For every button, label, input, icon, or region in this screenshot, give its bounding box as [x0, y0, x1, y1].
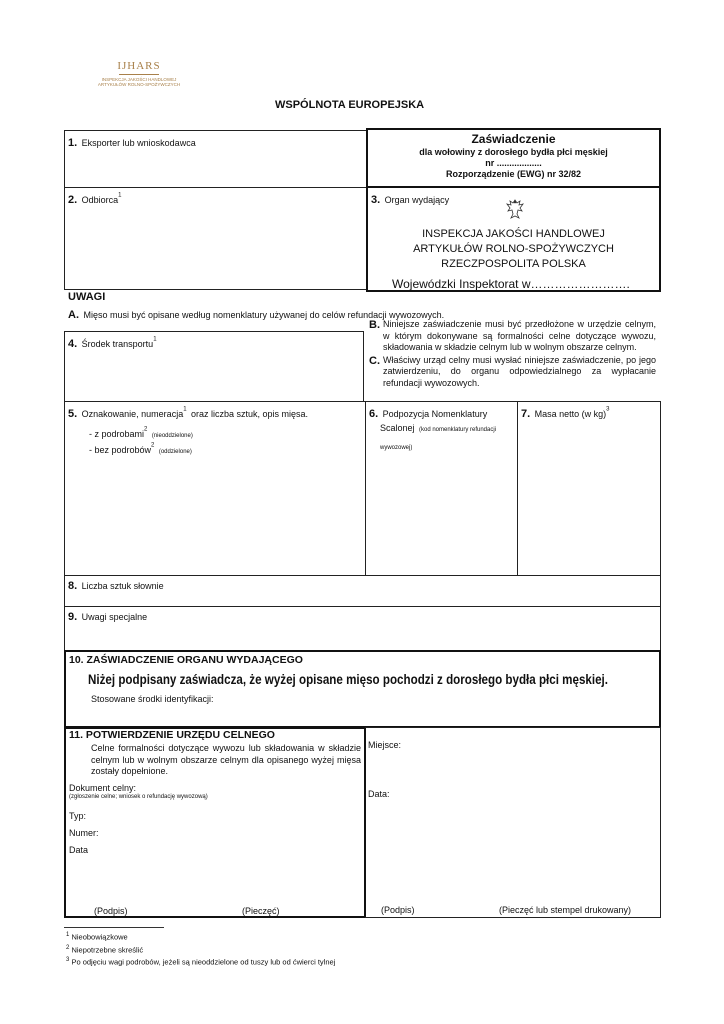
remark-b-letter: B.: [369, 319, 380, 331]
issuer-line-3: RZECZPOSPOLITA POLSKA: [441, 258, 586, 270]
certificate-regulation: Rozporządzenie (EWG) nr 32/82: [445, 169, 582, 179]
field-2-sup: 1: [118, 192, 122, 199]
field-4-sup: 1: [153, 336, 157, 343]
field-7-box[interactable]: [517, 401, 661, 576]
remark-b-text: Niniejsze zaświadczenie musi być przedłożone w urzędzie celnym, w którym dokonywane są formalności celne dotyczące wywozu, składowania w składzie celnym lub w wolnym obszarze celnym.: [383, 319, 656, 352]
logo-acronym: IJHARS: [117, 60, 161, 72]
inspectorate-line[interactable]: Wojewódzki Inspektorat w…………………….: [392, 277, 630, 291]
field-7-number: 7.: [521, 408, 531, 420]
field-2-number: 2.: [68, 194, 78, 206]
footnote-2: $^2$ Niepotrzebne skreślić: [66, 944, 144, 954]
section-11-title: 11. POTWIERDZENIE URZĘDU CELNEGO: [69, 729, 275, 741]
issuer-line-2: ARTYKUŁÓW ROLNO-SPOŻYWCZYCH: [413, 243, 614, 255]
signature-right-label: (Podpis): [381, 905, 415, 915]
with-offal-note: (nieoddzielone): [151, 433, 193, 439]
logo-line2: ARTYKUŁÓW ROLNO-SPOŻYWCZYCH: [97, 82, 181, 87]
remark-c-text: Właściwy urząd celny musi wysłać niniejsze zaświadczenie, po jego zatwierdzeniu, do organu odpowiedzialnego za wypłacanie refundacji wywozowych.: [383, 354, 656, 388]
field-6-label: Podpozycja Nomenklatury: [382, 409, 488, 419]
field-7-label: Masa netto (w kg): [534, 409, 607, 419]
section-10-statement: Niżej podpisany zaświadcza, że wyżej opisane mięso pochodzi z dorosłego bydła płci męskiej.: [88, 672, 609, 687]
certificate-title-box: [366, 128, 661, 188]
remark-c-letter: C.: [369, 354, 380, 367]
field-8-label: Liczba sztuk słownie: [81, 581, 164, 591]
customs-document-label: Dokument celny:: [69, 783, 137, 793]
field-6-label-2: Scalonej: [380, 423, 415, 433]
date-right-label[interactable]: Data:: [368, 789, 390, 799]
without-offal-sup: 2: [151, 442, 155, 449]
ijhars-logo: [94, 58, 184, 106]
with-offal-option[interactable]: - z podrobami: [89, 429, 145, 439]
field-5-box[interactable]: [64, 401, 366, 576]
place-label[interactable]: Miejsce:: [368, 740, 402, 750]
type-label[interactable]: Typ:: [69, 811, 87, 821]
field-6-box[interactable]: [365, 401, 518, 576]
page-title: WSPÓLNOTA EUROPEJSKA: [275, 99, 425, 111]
field-5-sup: 1: [183, 406, 187, 413]
field-4-label: Środek transportu: [81, 339, 154, 349]
field-8-box[interactable]: [64, 575, 661, 607]
number-label[interactable]: Numer:: [69, 828, 99, 838]
field-5-label-a: Oznakowanie, numeracja: [81, 409, 184, 419]
field-9-number: 9.: [68, 611, 78, 623]
footnote-1: $^1$ Nieobowiązkowe: [66, 932, 128, 942]
logo-line1: INSPEKCJA JAKOŚCI HANDLOWEJ: [101, 77, 177, 82]
without-offal-note: (oddzielone): [158, 449, 192, 455]
issuer-line-1: INSPEKCJA JAKOŚCI HANDLOWEJ: [422, 228, 605, 240]
certificate-title: Zaświadczenie: [471, 132, 556, 146]
field-6-note: (kod nomenklatury refundacji wywozowej): [380, 427, 497, 451]
remarks-title: UWAGI: [68, 291, 106, 303]
section-11-text: Celne formalności dotyczące wywozu lub składowania w składzie celnym lub w wolnym obszarze celnym dla opisanego wyżej mięsa zostały dopełnione.: [91, 743, 361, 776]
field-9-box[interactable]: [64, 606, 661, 651]
field-8-number: 8.: [68, 580, 78, 592]
section-11-box: [64, 727, 366, 918]
section-11-right-box: [365, 727, 661, 918]
footnotes: [66, 930, 335, 968]
field-1-label: Eksporter lub wnioskodawca: [81, 138, 196, 148]
signature-left-label: (Podpis): [94, 906, 128, 916]
footnote-3: $^3$ Po odjęciu wagi podrobów, jeżeli są nieoddzielone od tuszy lub od ćwierci tylnej: [66, 957, 336, 967]
remark-a-text: Mięso musi być opisane według nomenklatury używanej do celów refundacji wywozowych.: [83, 310, 445, 320]
field-1-number: 1.: [68, 137, 78, 149]
customs-document-note: (zgłoszenie celne; wniosek o refundację wywozową): [69, 794, 208, 800]
field-6-number: 6.: [369, 408, 379, 420]
field-4-box[interactable]: [64, 331, 364, 402]
footnote-rule: [64, 927, 164, 928]
field-7-sup: 3: [606, 406, 610, 413]
section-10-box: [64, 650, 661, 728]
field-2-box[interactable]: [64, 187, 367, 290]
certificate-number: nr ..................: [485, 158, 542, 168]
field-9-label: Uwagi specjalne: [81, 612, 148, 622]
identification-means-label: Stosowane środki identyfikacji:: [91, 694, 214, 704]
stamp-right-label: (Pieczęć lub stempel drukowany): [499, 905, 632, 915]
without-offal-option[interactable]: - bez podrobów: [89, 445, 152, 455]
field-3-label: Organ wydający: [384, 195, 450, 205]
certificate-subtitle: dla wołowiny z dorosłego bydła płci męskiej: [419, 147, 608, 157]
logo-underline: [119, 74, 159, 75]
section-10-title: 10. ZAŚWIADCZENIE ORGANU WYDAJĄCEGO: [69, 654, 303, 666]
field-3-number: 3.: [371, 194, 381, 206]
field-1-box[interactable]: [64, 130, 367, 188]
field-3-box: [366, 186, 661, 292]
with-offal-sup: 2: [144, 426, 148, 433]
polish-eagle-emblem-icon: [505, 198, 525, 225]
field-5-number: 5.: [68, 408, 78, 420]
field-4-number: 4.: [68, 338, 78, 350]
stamp-left-label: (Pieczęć): [242, 906, 280, 916]
field-5-label-b: oraz liczba sztuk, opis mięsa.: [191, 409, 309, 419]
field-2-label: Odbiorca: [81, 195, 119, 205]
date-label[interactable]: Data: [69, 845, 89, 855]
remark-a-letter: A.: [68, 309, 79, 321]
